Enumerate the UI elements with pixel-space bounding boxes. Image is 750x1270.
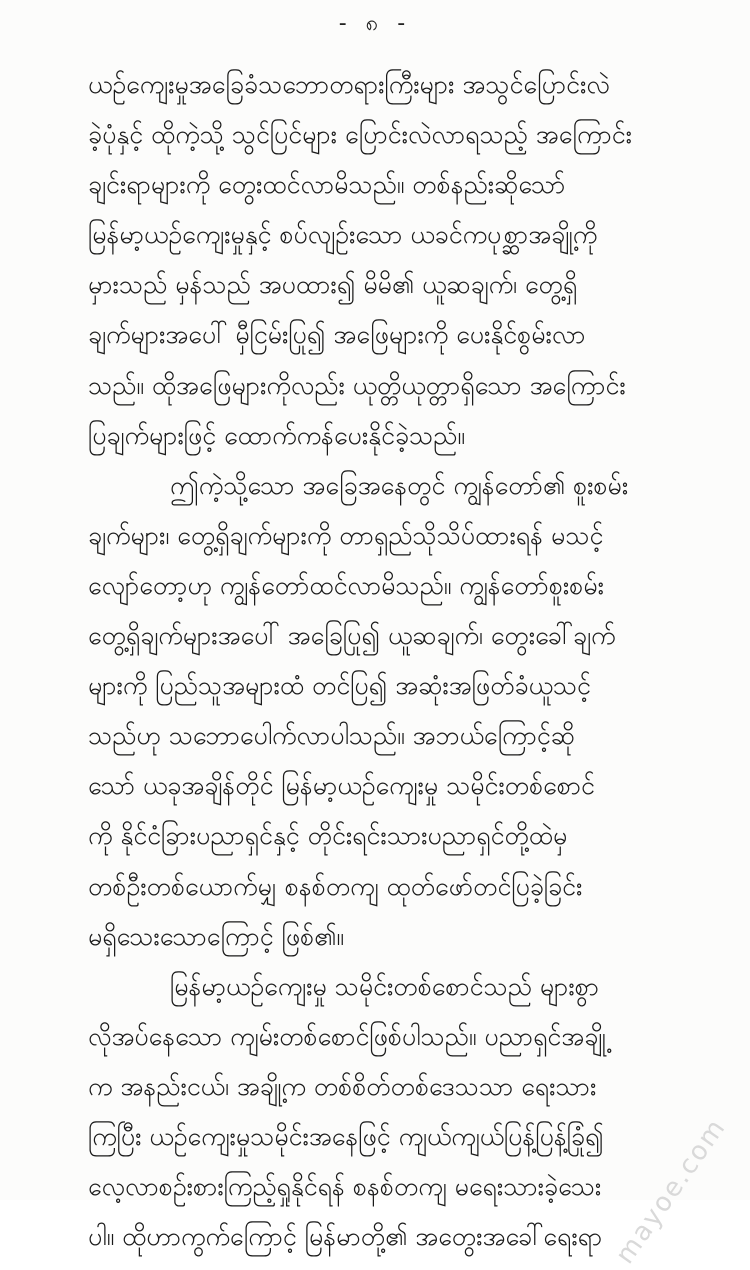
text-line: ချက်များ၊ တွေ့ရှိချက်များကို တာရှည်သိုသိပ်ထားရန် မသင့်: [88, 520, 604, 550]
paragraph-start-line: မြန်မာ့ယဉ်ကျေးမှု သမိုင်းတစ်စောင်သည် များစွာ: [170, 971, 600, 1001]
text-line: ခဲ့ပုံနှင့် ထိုကဲ့သို့ သွင်ပြင်များ ပြောင်းလဲလာရသည့် အကြောင်း: [88, 120, 632, 150]
text-line: လျော်တော့ဟု ကျွန်တော်ထင်လာမိသည်။ ကျွန်တော်စူးစမ်း: [88, 570, 604, 600]
text-line: ယဉ်ကျေးမှုအခြေခံသဘောတရားကြီးများ အသွင်ပြောင်းလဲ: [88, 70, 610, 99]
text-line: မြန်မာ့ယဉ်ကျေးမှုနှင့် စပ်လျဉ်းသော ယခင်ကပုစ္ဆာအချို့ကို: [88, 220, 598, 250]
text-line: ချက်များအပေါ် မှီငြမ်းပြု၍ အဖြေများကို ပေးနိုင်စွမ်းလာ: [88, 320, 586, 350]
text-line: သော် ယခုအချိန်တိုင် မြန်မာ့ယဉ်ကျေးမှု သမိုင်းတစ်စောင်: [88, 771, 595, 801]
text-line: လေ့လာစဉ်းစားကြည့်ရှုနိုင်ရန် စနစ်တကျ မရေးသားခဲ့သေး: [88, 1172, 602, 1202]
body-text: [88, 60, 678, 1262]
text-line: တစ်ဦးတစ်ယောက်မျှ စနစ်တကျ ထုတ်ဖော်တင်ပြခဲ့ခြင်း: [88, 871, 583, 901]
text-line: ပြချက်များဖြင့် ထောက်ကန်ပေးနိုင်ခဲ့သည်။: [88, 420, 465, 450]
text-line: လိုအပ်နေသော ကျမ်းတစ်စောင်ဖြစ်ပါသည်။ ပညာရှင်အချို့: [88, 1021, 606, 1051]
text-line: မရှိသေးသောကြောင့် ဖြစ်၏။: [88, 921, 344, 951]
text-line: တွေ့ရှိချက်များအပေါ် အခြေပြု၍ ယူဆချက်၊ တွေးခေါ်ချက်: [88, 621, 616, 651]
paragraph-start-line: ဤကဲ့သို့သော အခြေအနေတွင် ကျွန်တော်၏ စူးစမ်း: [170, 470, 629, 500]
text-line: များကို ပြည်သူအများထံ တင်ပြ၍ အဆုံးအဖြတ်ခံယူသင့်: [88, 671, 591, 701]
text-line: သည်။ ထိုအဖြေများကိုလည်း ယုတ္တိယုတ္တာရှိသော အကြောင်း: [88, 370, 626, 400]
text-line: မှားသည် မှန်သည် အပထား၍ မိမိ၏ ယူဆချက်၊ တွေ့ရှိ: [88, 270, 578, 300]
page-number: - ၈ -: [338, 11, 412, 36]
text-line: ပါ။ ထိုဟာကွက်ကြောင့် မြန်မာတို့၏ အတွေးအခေါ်ရေးရာ: [88, 1222, 603, 1252]
site-watermark: mayoe.com: [609, 1112, 732, 1270]
text-line: က အနည်းငယ်၊ အချို့က တစ်စိတ်တစ်ဒေသသာ ရေးသား: [88, 1071, 597, 1101]
text-line: ချင်းရာများကို တွေးထင်လာမိသည်။ တစ်နည်းဆိုသော်: [88, 170, 566, 200]
text-line: ကြပြီး ယဉ်ကျေးမှုသမိုင်းအနေဖြင့် ကျယ်ကျယ်ပြန့်ပြန့်ခြုံ၍: [88, 1121, 604, 1151]
text-line: သည်ဟု သဘောပေါက်လာပါသည်။ အဘယ်ကြောင့်ဆို: [88, 721, 575, 751]
text-line: ကို နိုင်ငံခြားပညာရှင်နှင့် တိုင်းရင်းသားပညာရှင်တို့ထဲမှ: [88, 821, 568, 851]
